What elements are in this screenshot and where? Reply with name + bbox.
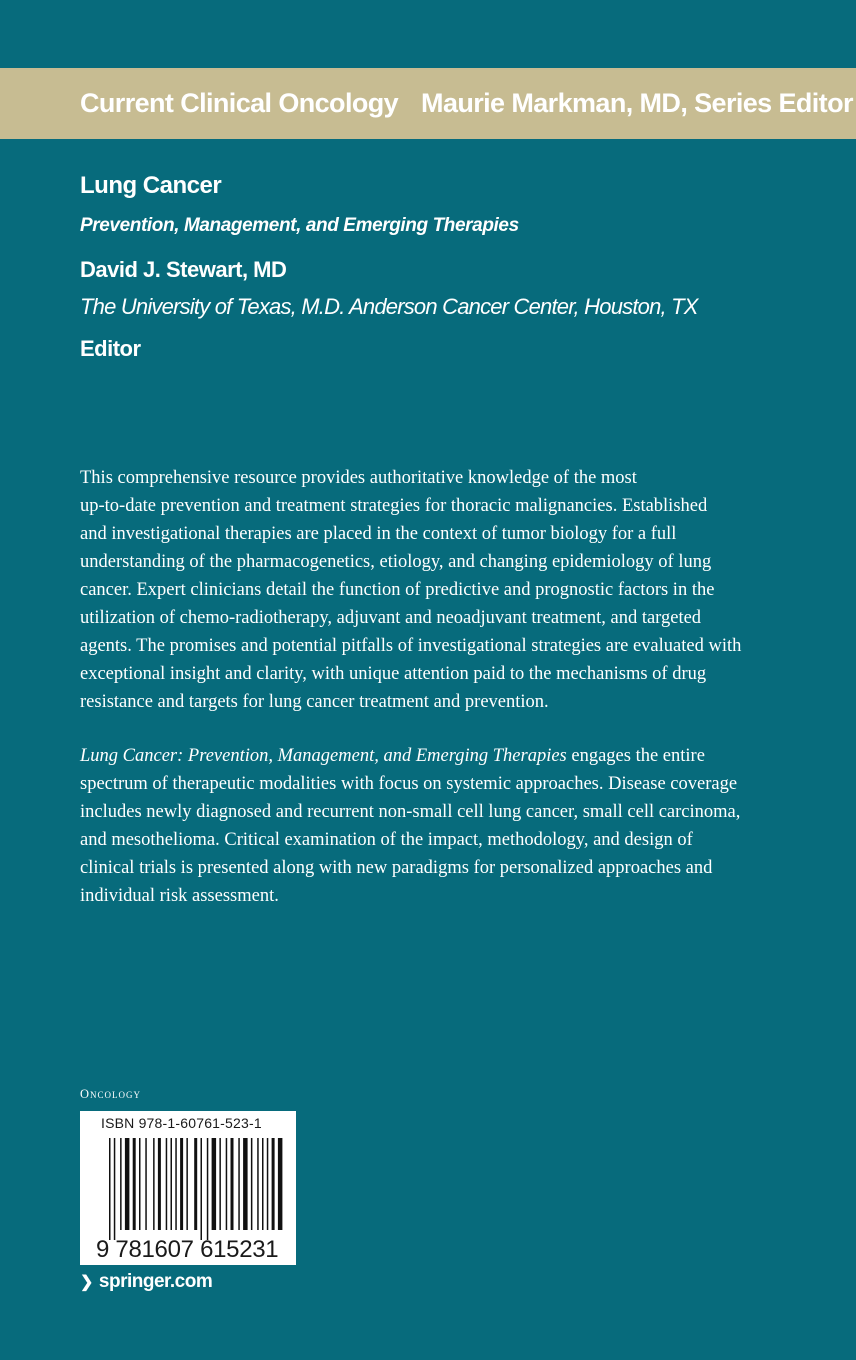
barcode-bar: [278, 1138, 283, 1230]
barcode-bar: [238, 1138, 240, 1230]
barcode-bar: [153, 1138, 155, 1230]
description-line: This comprehensive resource provides authoritative knowledge of the most: [80, 468, 637, 488]
barcode-bar: [114, 1138, 116, 1240]
series-editor: Maurie Markman, MD, Series Editor: [421, 88, 853, 118]
description-line: exceptional insight and clarity, with unique attention paid to the mechanisms of drug: [80, 664, 707, 684]
barcode-bar: [171, 1138, 173, 1230]
description-line: utilization of chemo-radiotherapy, adjuvant and neoadjuvant treatment, and targeted: [80, 608, 702, 628]
barcode-bar: [109, 1138, 111, 1240]
barcode-bar: [120, 1138, 122, 1230]
barcode-bar: [166, 1138, 168, 1230]
description-line: [80, 742, 820, 770]
barcode-bar: [145, 1138, 147, 1230]
website-url: springer.com: [98, 1271, 213, 1292]
description-line: individual risk assessment.: [80, 886, 279, 906]
barcode-bar: [243, 1138, 248, 1230]
barcode-bar: [207, 1138, 209, 1240]
barcode-bar: [212, 1138, 217, 1230]
description-paragraph-2: [80, 742, 820, 910]
description-line: up-to-date prevention and treatment strategies for thoracic malignancies. Established: [80, 496, 708, 516]
barcode-digits: 9 781607 615231: [96, 1236, 279, 1263]
barcode-bar: [201, 1138, 203, 1240]
editor-role: Editor: [80, 336, 141, 361]
barcode-bar: [272, 1138, 275, 1230]
description-line: includes newly diagnosed and recurrent non-small cell lung cancer, small cell carcinoma,: [80, 802, 741, 822]
book-title: Lung Cancer: [80, 172, 222, 199]
subject-category: Oncology: [80, 1087, 142, 1101]
description-line: clinical trials is presented along with new paradigms for personalized approaches and: [80, 858, 713, 878]
isbn-barcode: [80, 1111, 296, 1265]
barcode-bar: [231, 1138, 234, 1230]
isbn-label: ISBN 978-1-60761-523-1: [101, 1115, 262, 1131]
barcode-bar: [158, 1138, 161, 1230]
description-line: cancer. Expert clinicians detail the function of predictive and prognostic factors in the: [80, 580, 715, 600]
description-line: spectrum of therapeutic modalities with focus on systemic approaches. Disease coverage: [80, 774, 738, 794]
description-paragraph-1: [80, 464, 820, 716]
barcode-bar: [226, 1138, 228, 1230]
editor-affiliation: The University of Texas, M.D. Anderson Cancer Center, Houston, TX: [80, 294, 698, 319]
editor-name: David J. Stewart, MD: [80, 257, 287, 282]
description-line: resistance and targets for lung cancer treatment and prevention.: [80, 692, 549, 712]
book-subtitle: Prevention, Management, and Emerging Therapies: [80, 215, 519, 236]
barcode-bar: [133, 1138, 136, 1230]
barcode-bar: [262, 1138, 264, 1230]
barcode-bar: [186, 1138, 188, 1230]
description-line-rest: engages the entire: [566, 746, 705, 766]
barcode-bar: [219, 1138, 221, 1230]
barcode-bar: [194, 1138, 197, 1230]
publisher-website-link[interactable]: [80, 1271, 212, 1293]
series-band: [0, 68, 856, 139]
barcode-bar: [251, 1138, 253, 1230]
description-line: and mesothelioma. Critical examination of the impact, methodology, and design of: [80, 830, 693, 850]
barcode-bar: [125, 1138, 129, 1230]
barcode-bar: [180, 1138, 183, 1230]
description-line: and investigational therapies are placed in the context of tumor biology for a full: [80, 524, 677, 544]
barcode-bar: [267, 1138, 269, 1230]
barcode-bar: [257, 1138, 259, 1230]
book-title-italic: Lung Cancer: Prevention, Management, and Emerging Therapies: [80, 746, 567, 766]
chevron-right-icon: ❯: [80, 1274, 93, 1291]
description-line: understanding of the pharmacogenetics, etiology, and changing epidemiology of lung: [80, 552, 712, 572]
description-line: agents. The promises and potential pitfalls of investigational strategies are evaluated with: [80, 636, 742, 656]
barcode-bar: [139, 1138, 141, 1230]
barcode-bars: [109, 1138, 285, 1240]
series-name: Current Clinical Oncology: [80, 88, 399, 118]
barcode-bar: [175, 1138, 177, 1230]
